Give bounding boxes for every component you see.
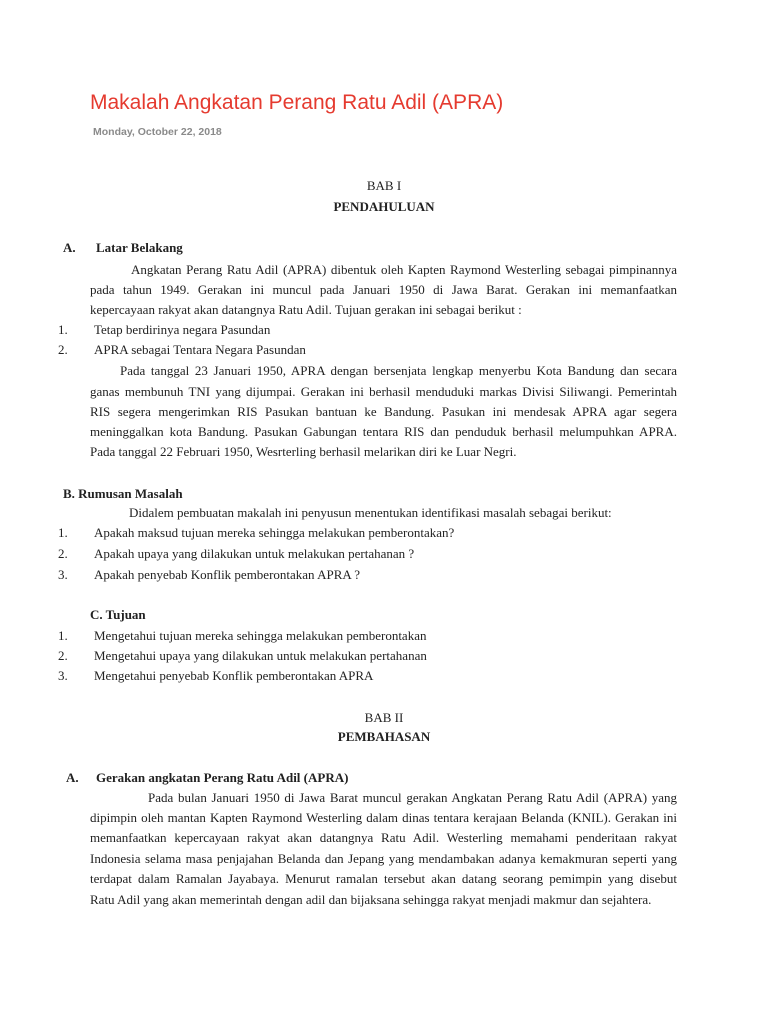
paragraph-line: RIS segera mengerimkan RIS Pasukan bantuan ke Bandung. Pasukan ini mendesak APRA agar segera xyxy=(90,404,677,419)
list-item: Apakah upaya yang dilakukan untuk melakukan pertahanan ? xyxy=(94,546,415,561)
paragraph-line: dipimpin oleh mantan Kapten Raymond Westerling dalam dinas tentara kerajaan Belanda (KNIL). Gerakan ini xyxy=(90,810,677,825)
section-title-gerakan-apra: Gerakan angkatan Perang Ratu Adil (APRA) xyxy=(96,770,349,785)
chapter-subheading: PENDAHULUAN xyxy=(333,199,435,214)
section-marker: A. xyxy=(66,770,79,785)
paragraph-line: terdapat dalam Ramalan Jayabaya. Menurut ramalan tersebut akan datang seorang pemimpin yang disebut xyxy=(90,871,677,886)
list-number: 1. xyxy=(58,322,68,337)
list-item: Mengetahui upaya yang dilakukan untuk melakukan pertahanan xyxy=(94,648,427,663)
paragraph-line: ganas membunuh TNI yang dijumpai. Gerakan ini berhasil menduduki markas Divisi Siliwangi. Pemerintah xyxy=(90,384,677,399)
paragraph-line: Pada bulan Januari 1950 di Jawa Barat muncul gerakan Angkatan Perang Ratu Adil (APRA) yang xyxy=(148,790,677,805)
paragraph-line: Ratu Adil yang akan memerintah dengan adil dan bijaksana sehingga rakyat menjadi makmur dan sejahtera. xyxy=(90,892,652,907)
list-item: APRA sebagai Tentara Negara Pasundan xyxy=(94,342,306,357)
section-intro: Didalem pembuatan makalah ini penyusun menentukan identifikasi masalah sebagai berikut: xyxy=(129,505,612,520)
paragraph-line: Pada tanggal 22 Februari 1950, Wesrterling berhasil melarikan diri ke Luar Negri. xyxy=(90,444,517,459)
paragraph-line: Angkatan Perang Ratu Adil (APRA) dibentuk oleh Kapten Raymond Westerling sebagai pimpinannya xyxy=(131,262,677,277)
paragraph-line: kepercayaan rakyat akan datangnya Ratu Adil. Tujuan gerakan ini sebagai berikut : xyxy=(90,302,522,317)
list-number: 2. xyxy=(58,546,68,561)
section-title-latar-belakang: Latar Belakang xyxy=(96,240,183,255)
section-title-tujuan: C. Tujuan xyxy=(90,607,146,622)
list-number: 2. xyxy=(58,648,68,663)
chapter-heading: BAB I xyxy=(366,178,402,193)
paragraph-line: Indonesia selama masa penjajahan Belanda dan Jepang yang mendambakan adanya kemakmuran seperti yang xyxy=(90,851,677,866)
list-number: 3. xyxy=(58,668,68,683)
list-item: Mengetahui tujuan mereka sehingga melakukan pemberontakan xyxy=(94,628,427,643)
section-title-rumusan-masalah: B. Rumusan Masalah xyxy=(63,486,183,501)
paragraph-line: meninggalkan kota Bandung. Pasukan Gabungan tentara RIS dan penduduk berhasil melumpuhkan APRA. xyxy=(90,424,677,439)
chapter-heading: BAB II xyxy=(364,710,404,725)
section-marker: A. xyxy=(63,240,76,255)
post-title[interactable]: Makalah Angkatan Perang Ratu Adil (APRA) xyxy=(90,91,504,114)
list-number: 3. xyxy=(58,567,68,582)
list-item: Tetap berdirinya negara Pasundan xyxy=(94,322,271,337)
list-item: Mengetahui penyebab Konflik pemberontakan APRA xyxy=(94,668,374,683)
list-item: Apakah penyebab Konflik pemberontakan APRA ? xyxy=(94,567,361,582)
post-date: Monday, October 22, 2018 xyxy=(93,126,222,138)
paragraph-line: pada tahun 1949. Gerakan ini muncul pada Januari 1950 di Jawa Barat. Gerakan ini memanfaatkan xyxy=(90,282,677,297)
list-item: Apakah maksud tujuan mereka sehingga melakukan pemberontakan? xyxy=(94,525,455,540)
list-number: 1. xyxy=(58,525,68,540)
list-number: 2. xyxy=(58,342,68,357)
paragraph-line: memanfaatkan kepercayaan rakyat akan datangnya Ratu Adil. Westerling memahami penderitaan rakyat xyxy=(90,830,677,845)
list-number: 1. xyxy=(58,628,68,643)
paragraph-line: Pada tanggal 23 Januari 1950, APRA dengan bersenjata lengkap menyerbu Kota Bandung dan secara xyxy=(120,363,677,378)
chapter-subheading: PEMBAHASAN xyxy=(337,729,431,744)
